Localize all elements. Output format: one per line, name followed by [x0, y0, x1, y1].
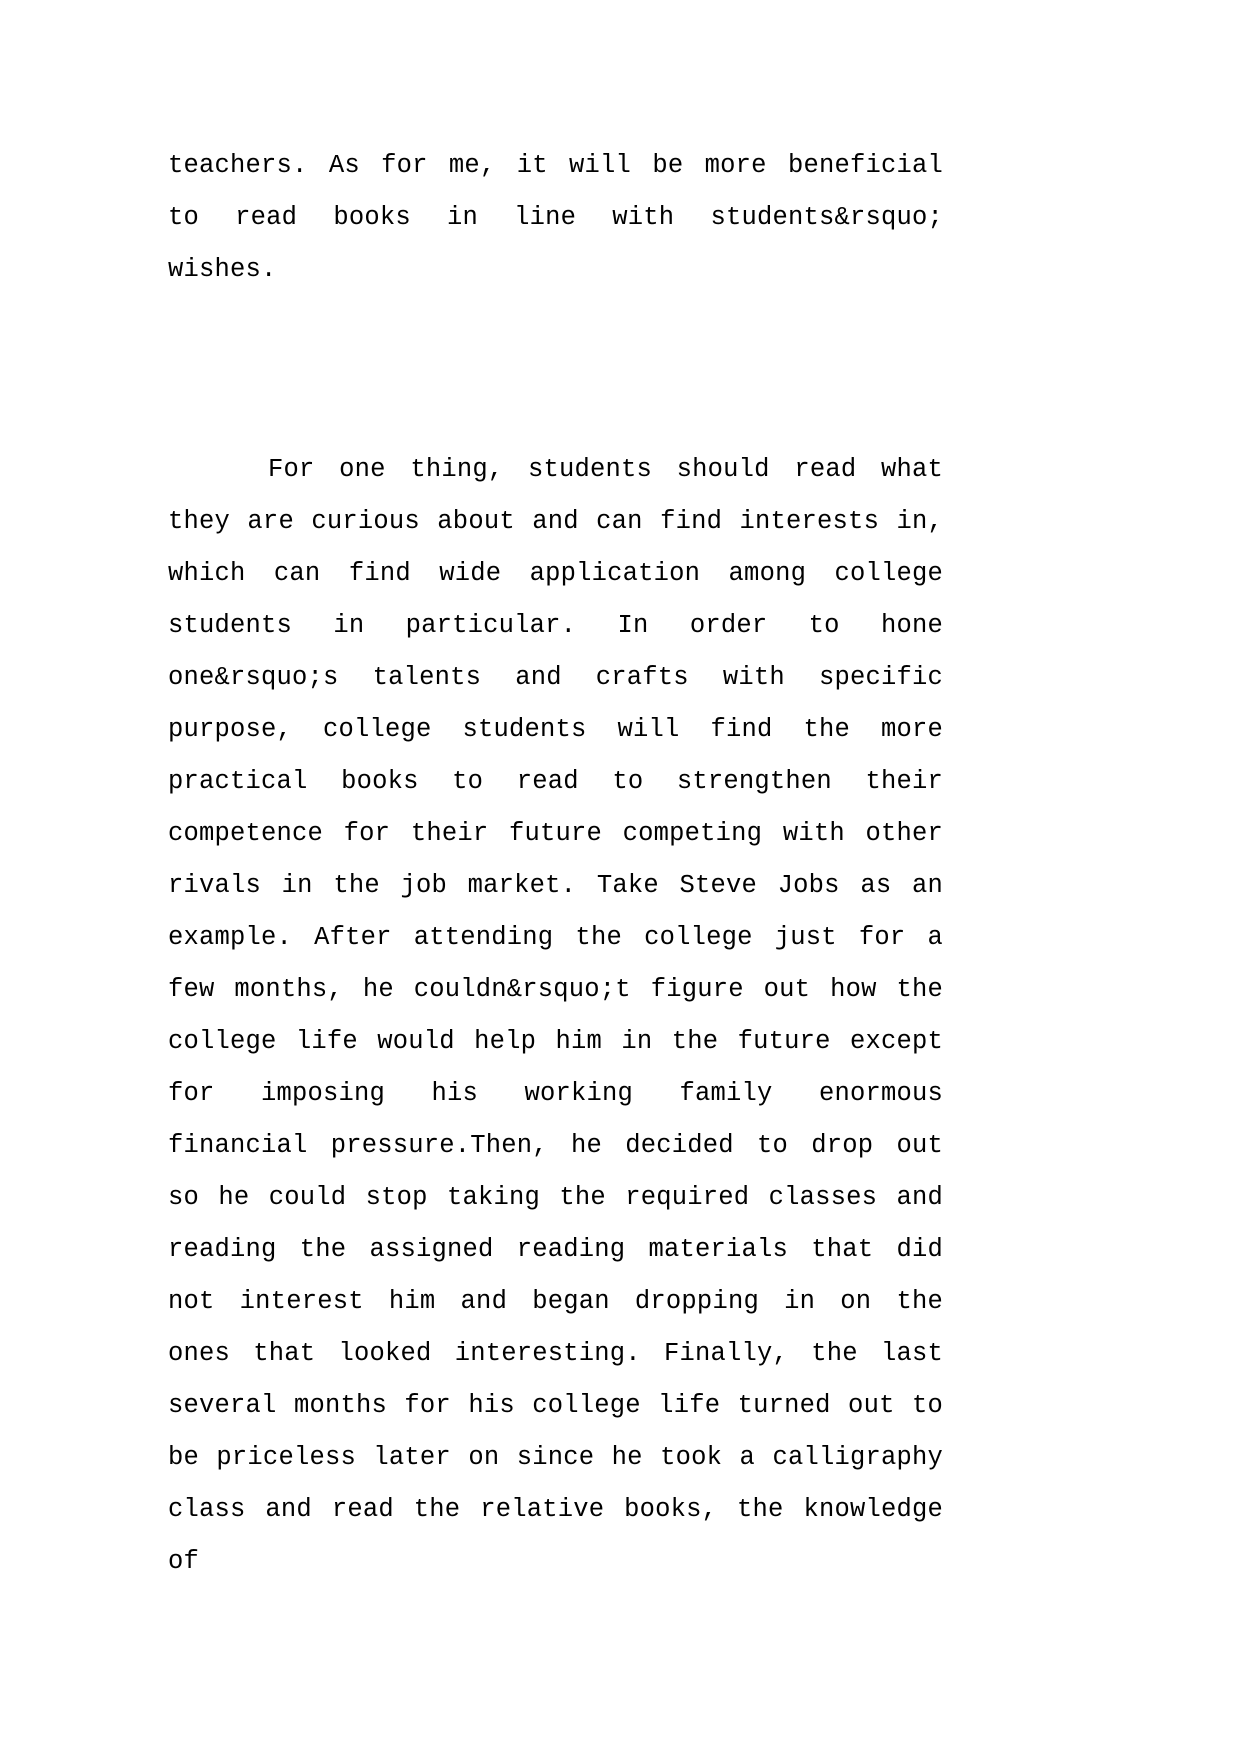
paragraph-spacer — [168, 296, 943, 444]
paragraph-continued: teachers. As for me, it will be more beneficial to read books in line with students&rsquo; wishes. — [168, 151, 959, 284]
paragraph-for-one-thing: For one thing, students should read what they are curious about and can find interests in, which can find wide application among college students in particular. In order to hone one&rsquo;s talents and crafts with specific purpose, college students will find the more practical books to read to strengthen their competence for their future competing with other rivals in the job market. Take Steve Jobs as an example. After attending the college just for a few months, he couldn&rsquo;t figure out how the college life would help him in the future except for imposing his working family enormous financial pressure.Then, he decided to drop out so he could stop taking the required classes and reading the assigned reading materials that did not interest him and began dropping in on the ones that looked interesting. Finally, the last several months for his college life turned out to be priceless later on since he took a calligraphy class and read the relative books, the knowledge of — [168, 455, 959, 1576]
document-body — [168, 140, 959, 1588]
